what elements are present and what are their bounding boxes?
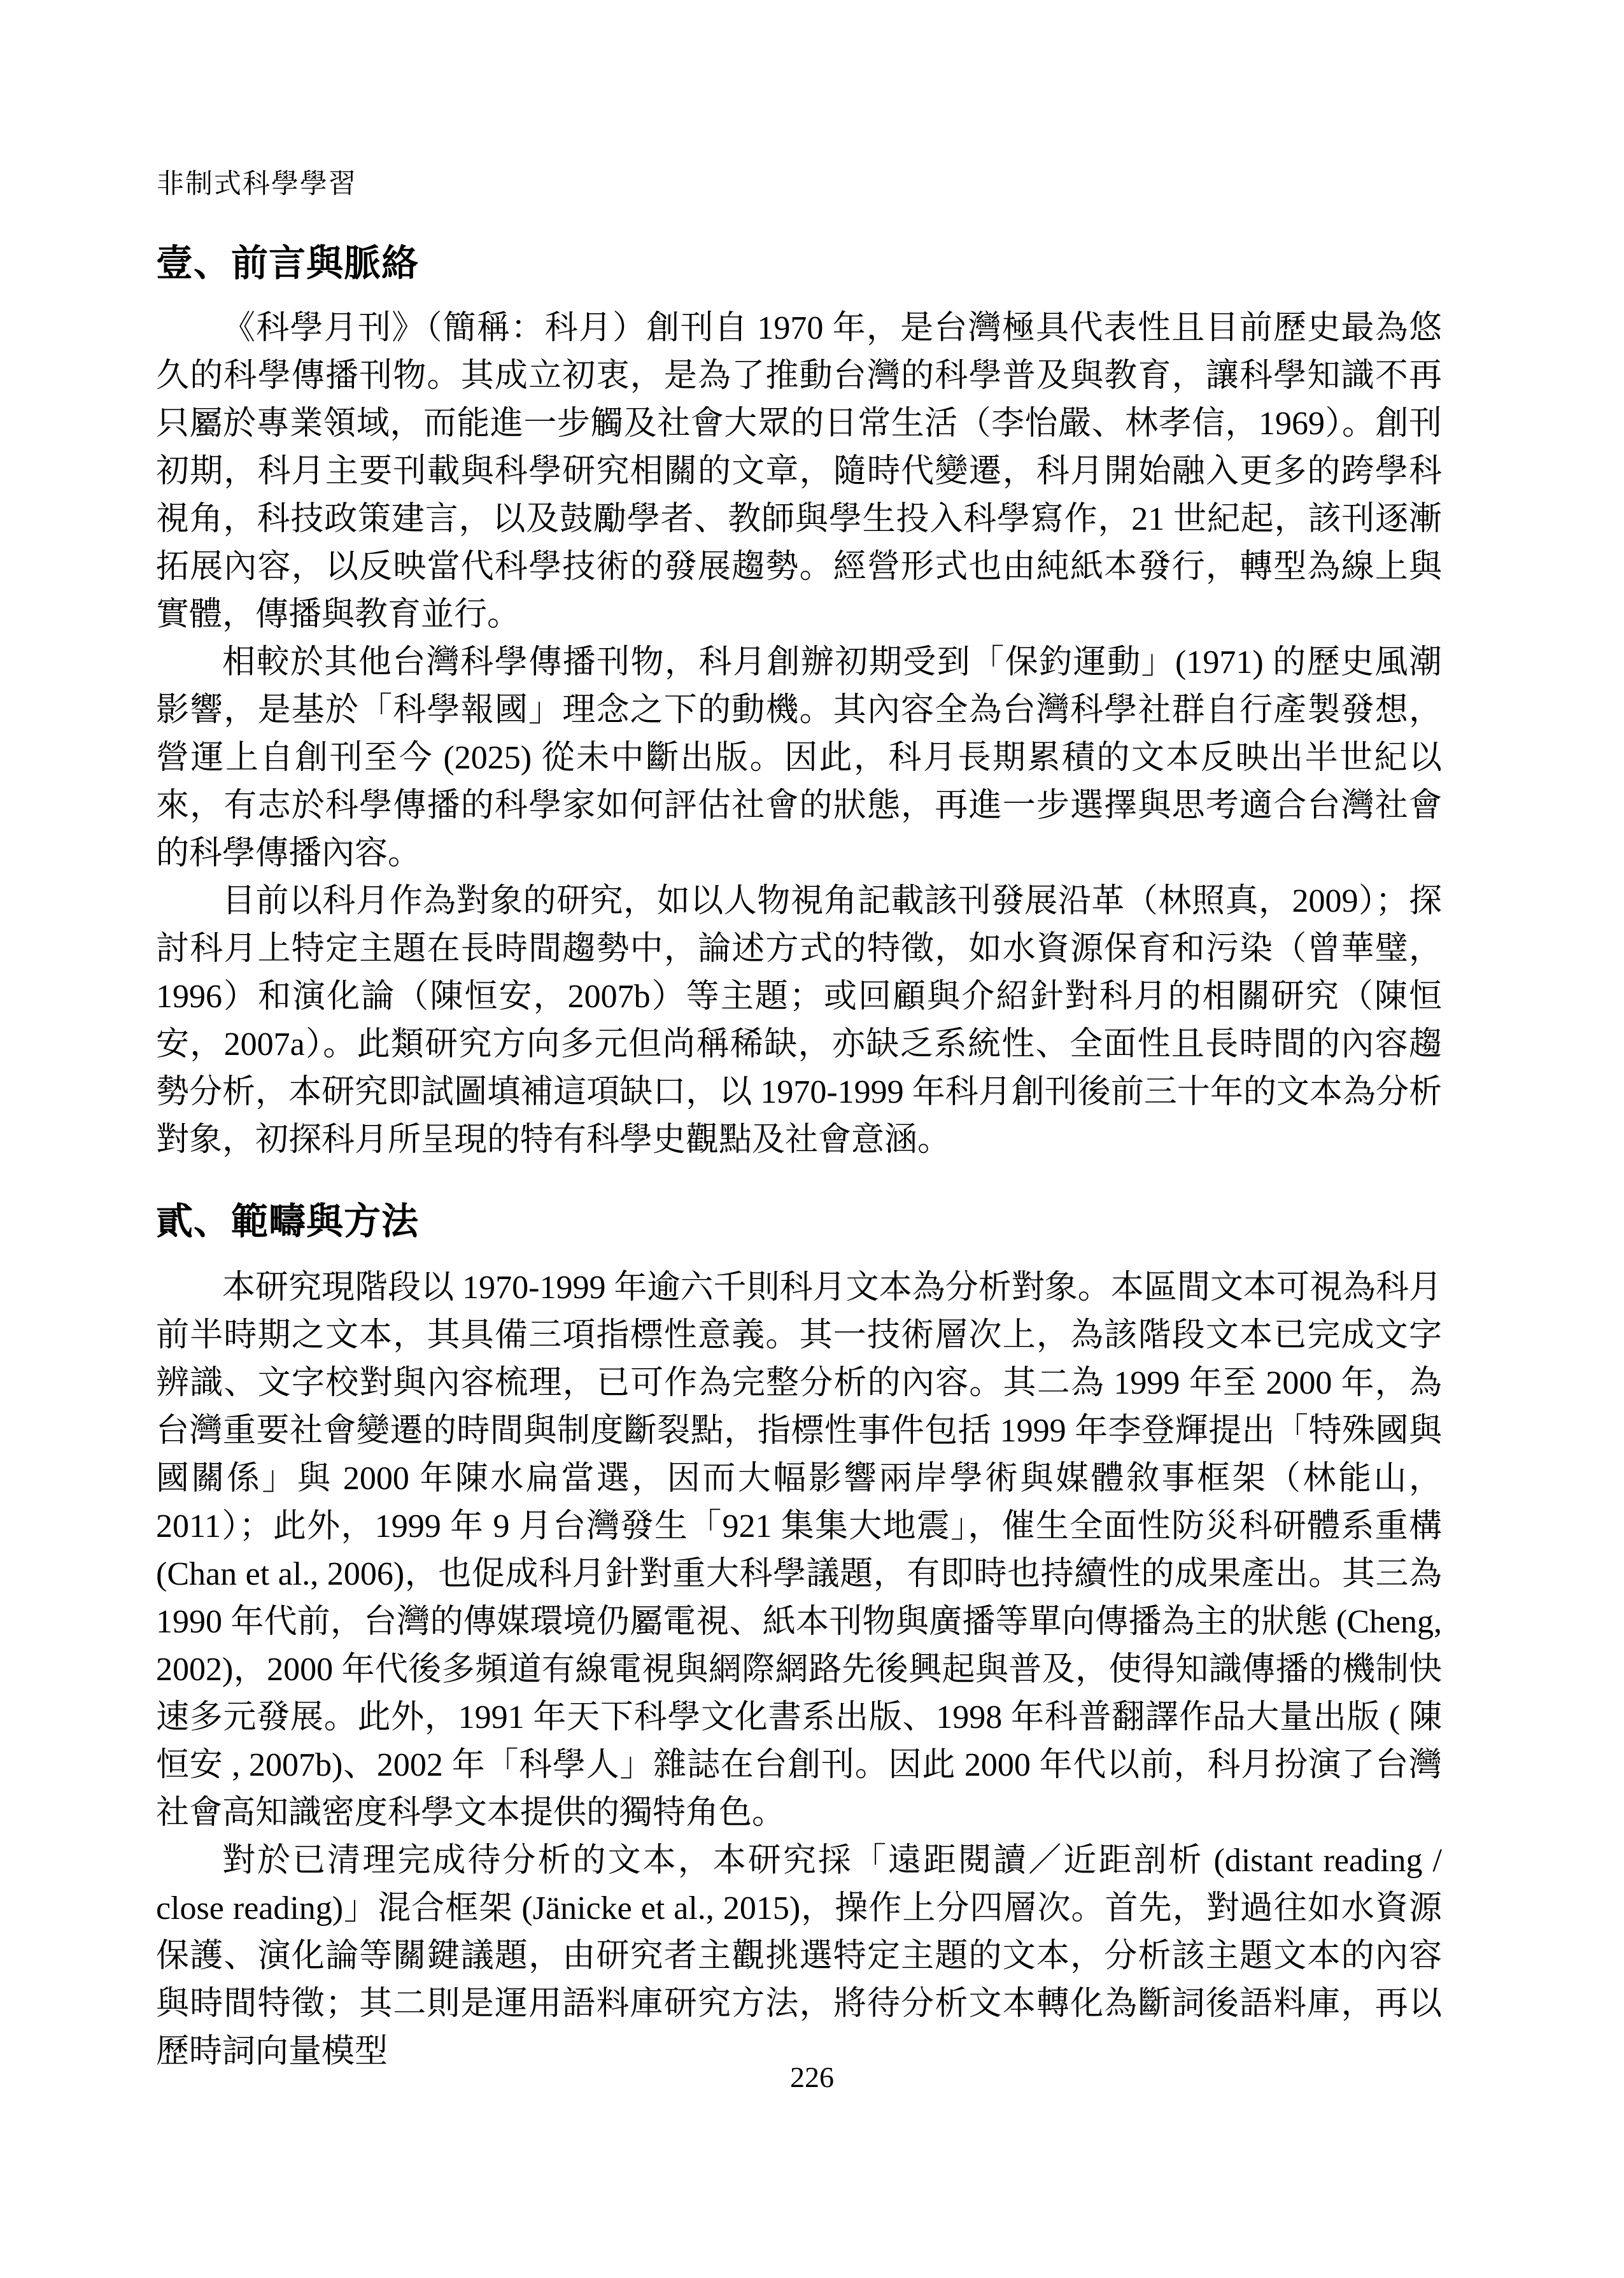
- running-header: 非制式科學學習: [157, 169, 357, 199]
- paragraph: 相較於其他台灣科學傳播刊物，科月創辦初期受到「保釣運動」(1971) 的歷史風潮影響，是基於「科學報國」理念之下的動機。其內容全為台灣科學社群自行產製發想，營運上自創刊至今 (2025) 從未中斷出版。因此，科月長期累積的文本反映出半世紀以來，有志於科學傳播的科學家如何評估社會的狀態，再進一步選擇與思考適合台灣社會的科學傳播內容。: [156, 644, 1442, 872]
- paragraph: 《科學月刊》（簡稱：科月）創刊自 1970 年，是台灣極具代表性且目前歷史最為悠久的科學傳播刊物。其成立初衷，是為了推動台灣的科學普及與教育，讓科學知識不再只屬於專業領域，而能進一步觸及社會大眾的日常生活（李怡嚴、林孝信，1969）。創刊初期，科月主要刊載與科學研究相關的文章，隨時代變遷，科月開始融入更多的跨學科視角，科技政策建言，以及鼓勵學者、教師與學生投入科學寫作，21 世紀起，該刊逐漸拓展內容，以反映當代科學技術的發展趨勢。經營形式也由純紙本發行，轉型為線上與實體，傳播與教育並行。: [156, 310, 1442, 633]
- section-heading-methods: 貳、範疇與方法: [156, 1201, 420, 1242]
- paragraph: 目前以科月作為對象的研究，如以人物視角記載該刊發展沿革（林照真，2009）；探討科月上特定主題在長時間趨勢中，論述方式的特徵，如水資源保育和污染（曾華璧，1996）和演化論（陳恒安，2007b）等主題；或回顧與介紹針對科月的相關研究（陳恒安，2007a）。此類研究方向多元但尚稱稀缺，亦缺乏系統性、全面性且長時間的內容趨勢分析，本研究即試圖填補這項缺口，以 1970-1999 年科月創刊後前三十年的文本為分析對象，初探科月所呈現的特有科學史觀點及社會意涵。: [156, 883, 1442, 1158]
- section-body-preface: [156, 304, 1442, 1164]
- page-number: 226: [790, 2061, 834, 2093]
- paragraph: 本研究現階段以 1970-1999 年逾六千則科月文本為分析對象。本區間文本可視為科月前半時期之文本，其具備三項指標性意義。其一技術層次上，為該階段文本已完成文字辨識、文字校對與內容梳理，已可作為完整分析的內容。其二為 1999 年至 2000 年，為台灣重要社會變遷的時間與制度斷裂點，指標性事件包括 1999 年李登輝提出「特殊國與國關係」與 2000 年陳水扁當選，因而大幅影響兩岸學術與媒體敘事框架（林能山，2011）；此外，1999 年 9 月台灣發生「921 集集大地震」，催生全面性防災科研體系重構 (Chan et al., 2006)，也促成科月針對重大科學議題，有即時也持續性的成果產出。其三為 1990 年代前，台灣的傳媒環境仍屬電視、紙本刊物與廣播等單向傳播為主的狀態 (Cheng, 2002)，2000 年代後多頻道有線電視與網際網路先後興起與普及，使得知識傳播的機制快速多元發展。此外，1991 年天下科學文化書系出版、1998 年科普翻譯作品大量出版 ( 陳恒安 , 2007b)、2002 年「科學人」雜誌在台創刊。因此 2000 年代以前，科月扮演了台灣社會高知識密度科學文本提供的獨特角色。: [156, 1270, 1442, 1831]
- section-body-methods: [156, 1264, 1442, 2076]
- paragraph: 對於已清理完成待分析的文本，本研究採「遠距閱讀／近距剖析 (distant reading / close reading)」混合框架 (Jänicke et al., 2015)，操作上分四層次。首先，對過往如水資源保護、演化論等關鍵議題，由研究者主觀挑選特定主題的文本，分析該主題文本的內容與時間特徵；其二則是運用語料庫研究方法，將待分析文本轉化為斷詞後語料庫，再以歷時詞向量模型: [156, 1843, 1442, 2070]
- section-heading-preface: 壹、前言與脈絡: [156, 243, 420, 284]
